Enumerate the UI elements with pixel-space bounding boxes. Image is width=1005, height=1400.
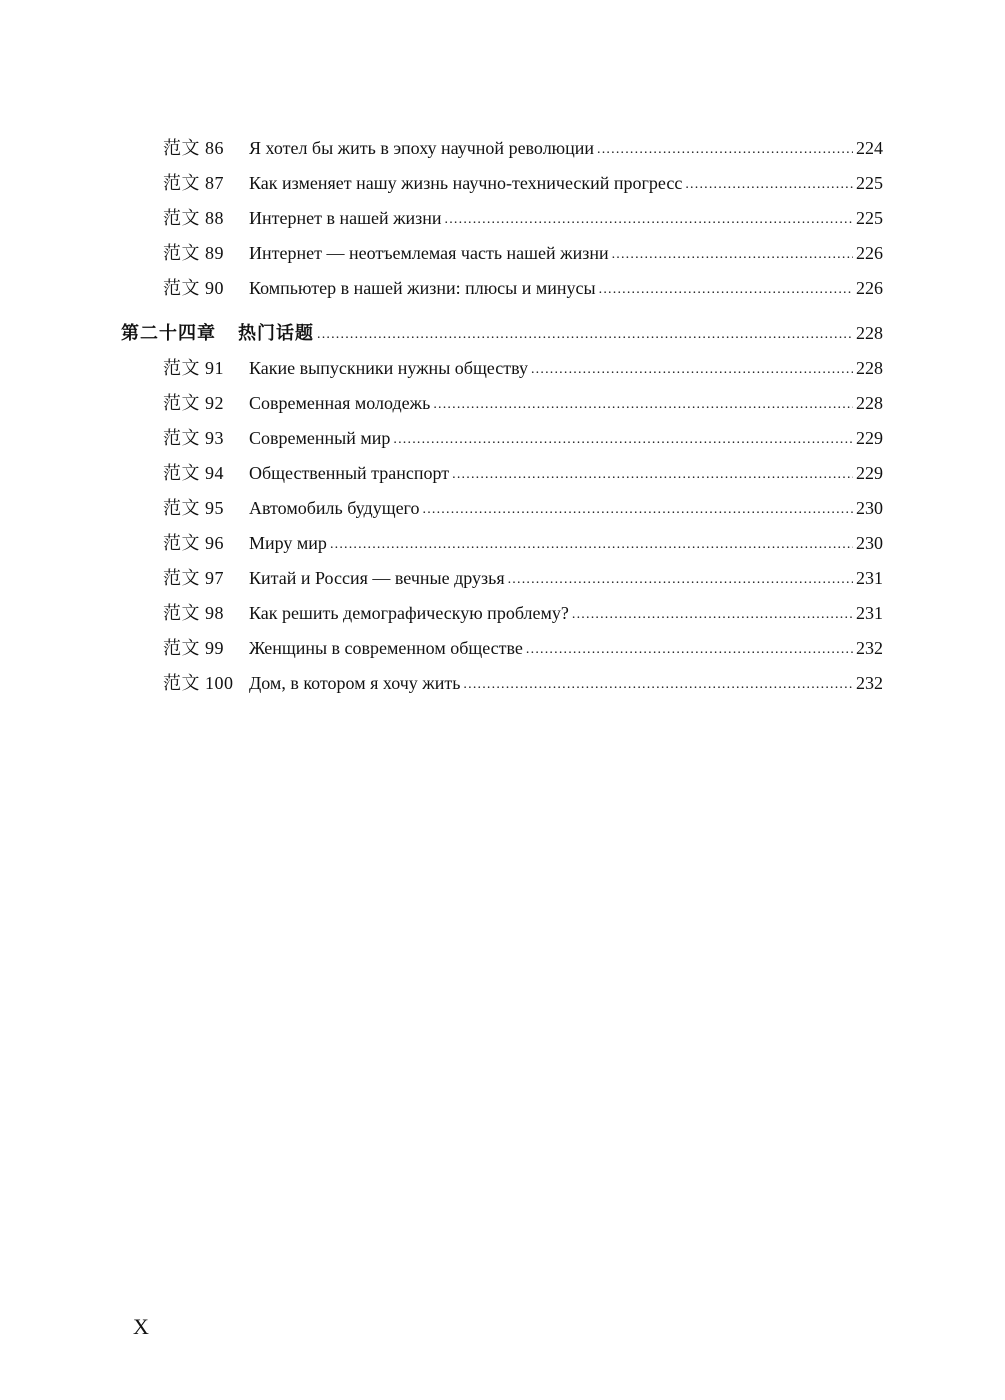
toc-entry[interactable] (163, 458, 883, 488)
dot-leader (508, 565, 853, 595)
entry-number: 范文 87 (163, 173, 224, 193)
entry-title: Современная молодежь (249, 393, 431, 413)
entry-title: Как изменяет нашу жизнь научно-технический прогресс (249, 173, 683, 193)
entry-title: Дом, в котором я хочу жить (249, 673, 461, 693)
entry-title: Я хотел бы жить в эпоху научной революции (249, 138, 595, 158)
toc-entry[interactable] (163, 493, 883, 523)
entry-number: 范文 99 (163, 638, 224, 658)
toc-chapter-heading[interactable] (121, 318, 883, 348)
entry-number: 范文 91 (163, 358, 224, 378)
dot-leader (597, 135, 853, 165)
entry-page-number: 226 (856, 278, 883, 298)
dot-leader (433, 390, 853, 420)
dot-leader (463, 670, 853, 700)
dot-leader (423, 495, 854, 525)
entry-title: Современный мир (249, 428, 391, 448)
toc-entry[interactable] (163, 353, 883, 383)
entry-page-number: 224 (856, 138, 883, 158)
dot-leader (531, 355, 853, 385)
toc-entry[interactable] (163, 563, 883, 593)
entry-number: 范文 93 (163, 428, 224, 448)
toc-entry[interactable] (163, 168, 883, 198)
dot-leader (612, 240, 853, 270)
entry-page-number: 226 (856, 243, 883, 263)
chapter-title: 热门话题 (238, 323, 314, 344)
dot-leader (393, 425, 853, 455)
dot-leader (599, 275, 853, 305)
entry-number: 范文 100 (163, 673, 234, 693)
entry-title: Интернет — неотъемлемая часть нашей жизни (249, 243, 609, 263)
chapter-number: 第二十四章 (121, 323, 216, 344)
dot-leader (526, 635, 853, 665)
entry-number: 范文 90 (163, 278, 224, 298)
toc-entry[interactable] (163, 668, 883, 698)
toc-entry[interactable] (163, 633, 883, 663)
entry-page-number: 231 (856, 568, 883, 588)
entry-title: Какие выпускники нужны обществу (249, 358, 528, 378)
entry-title: Женщины в современном обществе (249, 638, 523, 658)
footer-page-number: X (133, 1314, 149, 1339)
entry-title: Интернет в нашей жизни (249, 208, 442, 228)
dot-leader (330, 530, 853, 560)
dot-leader (452, 460, 853, 490)
toc-entry[interactable] (163, 133, 883, 163)
toc-entry[interactable] (163, 238, 883, 268)
dot-leader (685, 170, 853, 200)
entry-title: Как решить демографическую проблему? (249, 603, 569, 623)
entry-page-number: 225 (856, 208, 883, 228)
entry-title: Автомобиль будущего (249, 498, 420, 518)
entry-page-number: 230 (856, 498, 883, 518)
toc-entry[interactable] (163, 423, 883, 453)
entry-page-number: 232 (856, 638, 883, 658)
entry-page-number: 225 (856, 173, 883, 193)
toc-entry[interactable] (163, 273, 883, 303)
entry-page-number: 230 (856, 533, 883, 553)
entry-number: 范文 94 (163, 463, 224, 483)
entry-page-number: 228 (856, 358, 883, 378)
entry-page-number: 229 (856, 428, 883, 448)
toc-entry[interactable] (163, 598, 883, 628)
entry-number: 范文 98 (163, 603, 224, 623)
toc-entry[interactable] (163, 388, 883, 418)
entry-number: 范文 96 (163, 533, 224, 553)
dot-leader (445, 205, 853, 235)
entry-page-number: 228 (856, 393, 883, 413)
entry-number: 范文 86 (163, 138, 224, 158)
entry-title: Общественный транспорт (249, 463, 450, 483)
entry-title: Миру мир (249, 533, 327, 553)
dot-leader (572, 600, 853, 630)
entry-title: Компьютер в нашей жизни: плюсы и минусы (249, 278, 596, 298)
entry-number: 范文 92 (163, 393, 224, 413)
dot-leader (317, 320, 853, 350)
chapter-page-number: 228 (856, 323, 883, 343)
entry-number: 范文 89 (163, 243, 224, 263)
entry-page-number: 229 (856, 463, 883, 483)
toc-entry[interactable] (163, 203, 883, 233)
entry-number: 范文 88 (163, 208, 224, 228)
entry-page-number: 231 (856, 603, 883, 623)
entry-number: 范文 97 (163, 568, 224, 588)
toc-entry[interactable] (163, 528, 883, 558)
entry-number: 范文 95 (163, 498, 224, 518)
entry-page-number: 232 (856, 673, 883, 693)
entry-title: Китай и Россия — вечные друзья (249, 568, 505, 588)
